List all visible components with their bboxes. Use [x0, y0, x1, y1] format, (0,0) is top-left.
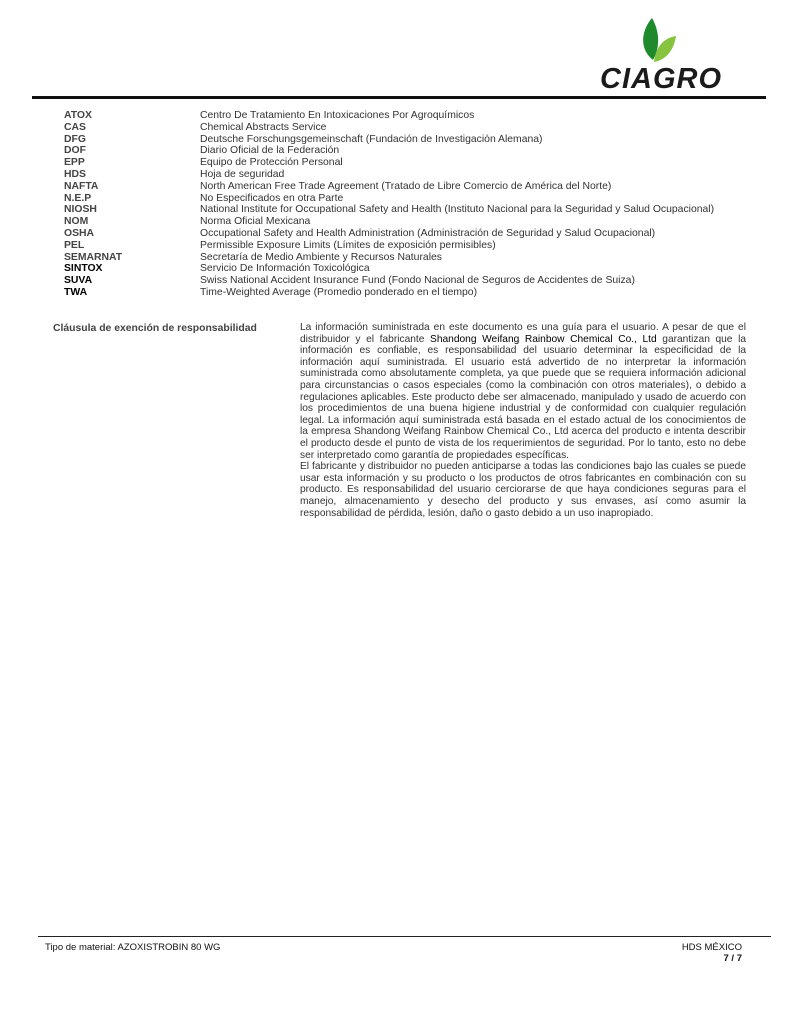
disclaimer-paragraph-2: El fabricante y distribuidor no pueden anticiparse a todas las condiciones bajo las cuales se puede usar esta información y su producto o los productos de otros fabricantes en combinación con su producto. Es responsabilidad del usuario cerciorarse de que haya condiciones seguras para el manejo, almacenamiento y desecho del producto y sus envases, así como asumir la responsabilidad de pérdida, lesión, daño o gasto debido a un uso inapropiado. — [300, 461, 746, 519]
disclaimer-text — [300, 322, 746, 519]
abbreviation-row — [64, 157, 754, 169]
abbreviation-row — [64, 252, 754, 264]
abbreviation-description: National Institute for Occupational Safety and Health (Instituto Nacional para la Seguridad y Salud Ocupacional) — [200, 204, 715, 216]
abbreviation-description: No Especificados en otra Parte — [200, 192, 344, 204]
abbreviation-row — [64, 110, 754, 122]
abbreviation-code: N.E.P — [64, 192, 92, 204]
ciagro-logo — [580, 16, 742, 92]
header-rule — [32, 96, 766, 99]
abbreviation-code: NAFTA — [64, 180, 99, 192]
abbreviation-description: Chemical Abstracts Service — [200, 121, 327, 133]
abbreviation-description: Time-Weighted Average (Promedio ponderado en el tiempo) — [200, 286, 478, 298]
abbreviation-description: Servicio De Información Toxicológica — [200, 263, 370, 275]
abbreviation-code: SUVA — [64, 275, 93, 287]
abbreviation-code: OSHA — [64, 227, 95, 239]
abbreviation-description: Occupational Safety and Health Administration (Administración de Seguridad y Salud Ocupacional) — [200, 227, 656, 239]
abbreviation-code: CAS — [64, 121, 86, 133]
abbreviation-row — [64, 134, 754, 146]
abbreviation-row — [64, 287, 754, 299]
disclaimer-label: Cláusula de exención de responsabilidad — [53, 323, 257, 334]
abbreviation-code: ATOX — [64, 110, 92, 121]
abbreviation-description: Hoja de seguridad — [200, 168, 285, 180]
logo-wordmark: CIAGRO — [600, 63, 722, 92]
abbreviation-description: North American Free Trade Agreement (Tratado de Libre Comercio de América del Norte) — [200, 180, 612, 192]
abbreviation-row — [64, 193, 754, 205]
abbreviation-row — [64, 122, 754, 134]
abbreviation-code: PEL — [64, 239, 85, 251]
abbreviation-description: Secretaría de Medio Ambiente y Recursos Naturales — [200, 251, 442, 263]
disclaimer-paragraph-1 — [300, 322, 746, 461]
abbreviation-row — [64, 216, 754, 228]
abbreviations-list — [64, 110, 754, 299]
abbreviation-description: Deutsche Forschungsgemeinschaft (Fundación de Investigación Alemana) — [200, 133, 543, 145]
abbreviation-row — [64, 169, 754, 181]
footer-right — [682, 942, 742, 964]
abbreviation-code: DOF — [64, 145, 86, 157]
abbreviation-code: DFG — [64, 133, 86, 145]
abbreviation-description: Swiss National Accident Insurance Fund (Fondo Nacional de Seguros de Accidentes de Suiza) — [200, 275, 635, 287]
abbreviation-code: EPP — [64, 157, 85, 169]
disclaimer-p1-start: La información suministrada en este documento es una guía para el usuario. A pesar de que el distribuidor y el fabricante — [300, 322, 746, 345]
abbreviation-row — [64, 275, 754, 287]
footer-rule — [38, 936, 771, 937]
abbreviation-row — [64, 204, 754, 216]
abbreviation-description: Diario Oficial de la Federación — [200, 145, 340, 157]
abbreviation-row — [64, 181, 754, 193]
company-name: Shandong Weifang Rainbow Chemical Co., Ltd — [430, 333, 657, 345]
abbreviation-description: Equipo de Protección Personal — [200, 157, 343, 169]
footer-page-number: 7 / 7 — [723, 953, 742, 964]
footer-doc-type: HDS MÉXICO — [681, 942, 742, 953]
abbreviation-code: NIOSH — [64, 204, 97, 216]
abbreviation-code: SEMARNAT — [64, 251, 123, 263]
abbreviation-row — [64, 228, 754, 240]
abbreviation-description: Norma Oficial Mexicana — [200, 216, 311, 228]
abbreviation-row — [64, 240, 754, 252]
abbreviation-code: SINTOX — [64, 263, 103, 275]
abbreviation-code: TWA — [64, 286, 88, 298]
abbreviation-row — [64, 145, 754, 157]
ciagro-logo-graphic — [580, 16, 742, 92]
abbreviation-description: Centro De Tratamiento En Intoxicaciones Por Agroquímicos — [200, 110, 475, 121]
abbreviation-description: Permissible Exposure Limits (Límites de exposición permisibles) — [200, 239, 496, 251]
abbreviation-code: HDS — [64, 168, 86, 180]
disclaimer-p1-end: garantizan que la información es confiable, es responsabilidad del usuario determinar la especificidad de la información aquí suministrada. El usuario está advertido de no interpretar la información suministrada como absolutamente completa, ya que puede que se requiera información adicional para circunstancias o casos especiales (como la combinación con otros materiales), o debido a regulaciones aplicables. Este producto debe ser almacenado, manipulado y usado de acuerdo con los procedimientos de una buena higiene industrial y de conformidad con cualquier regulación legal. La información aquí suministrada está basada en el estado actual de los conocimientos de la empresa Shandong Weifang Rainbow Chemical Co., Ltd acerca del producto e intenta describir el producto desde el punto de vista de los requerimientos de seguridad. Por lo tanto, esto no debe ser interpretado como garantía de propiedades específicas. — [300, 333, 746, 461]
footer-material: Tipo de material: AZOXISTROBIN 80 WG — [45, 942, 221, 953]
abbreviation-code: NOM — [64, 216, 89, 228]
abbreviation-row — [64, 263, 754, 275]
